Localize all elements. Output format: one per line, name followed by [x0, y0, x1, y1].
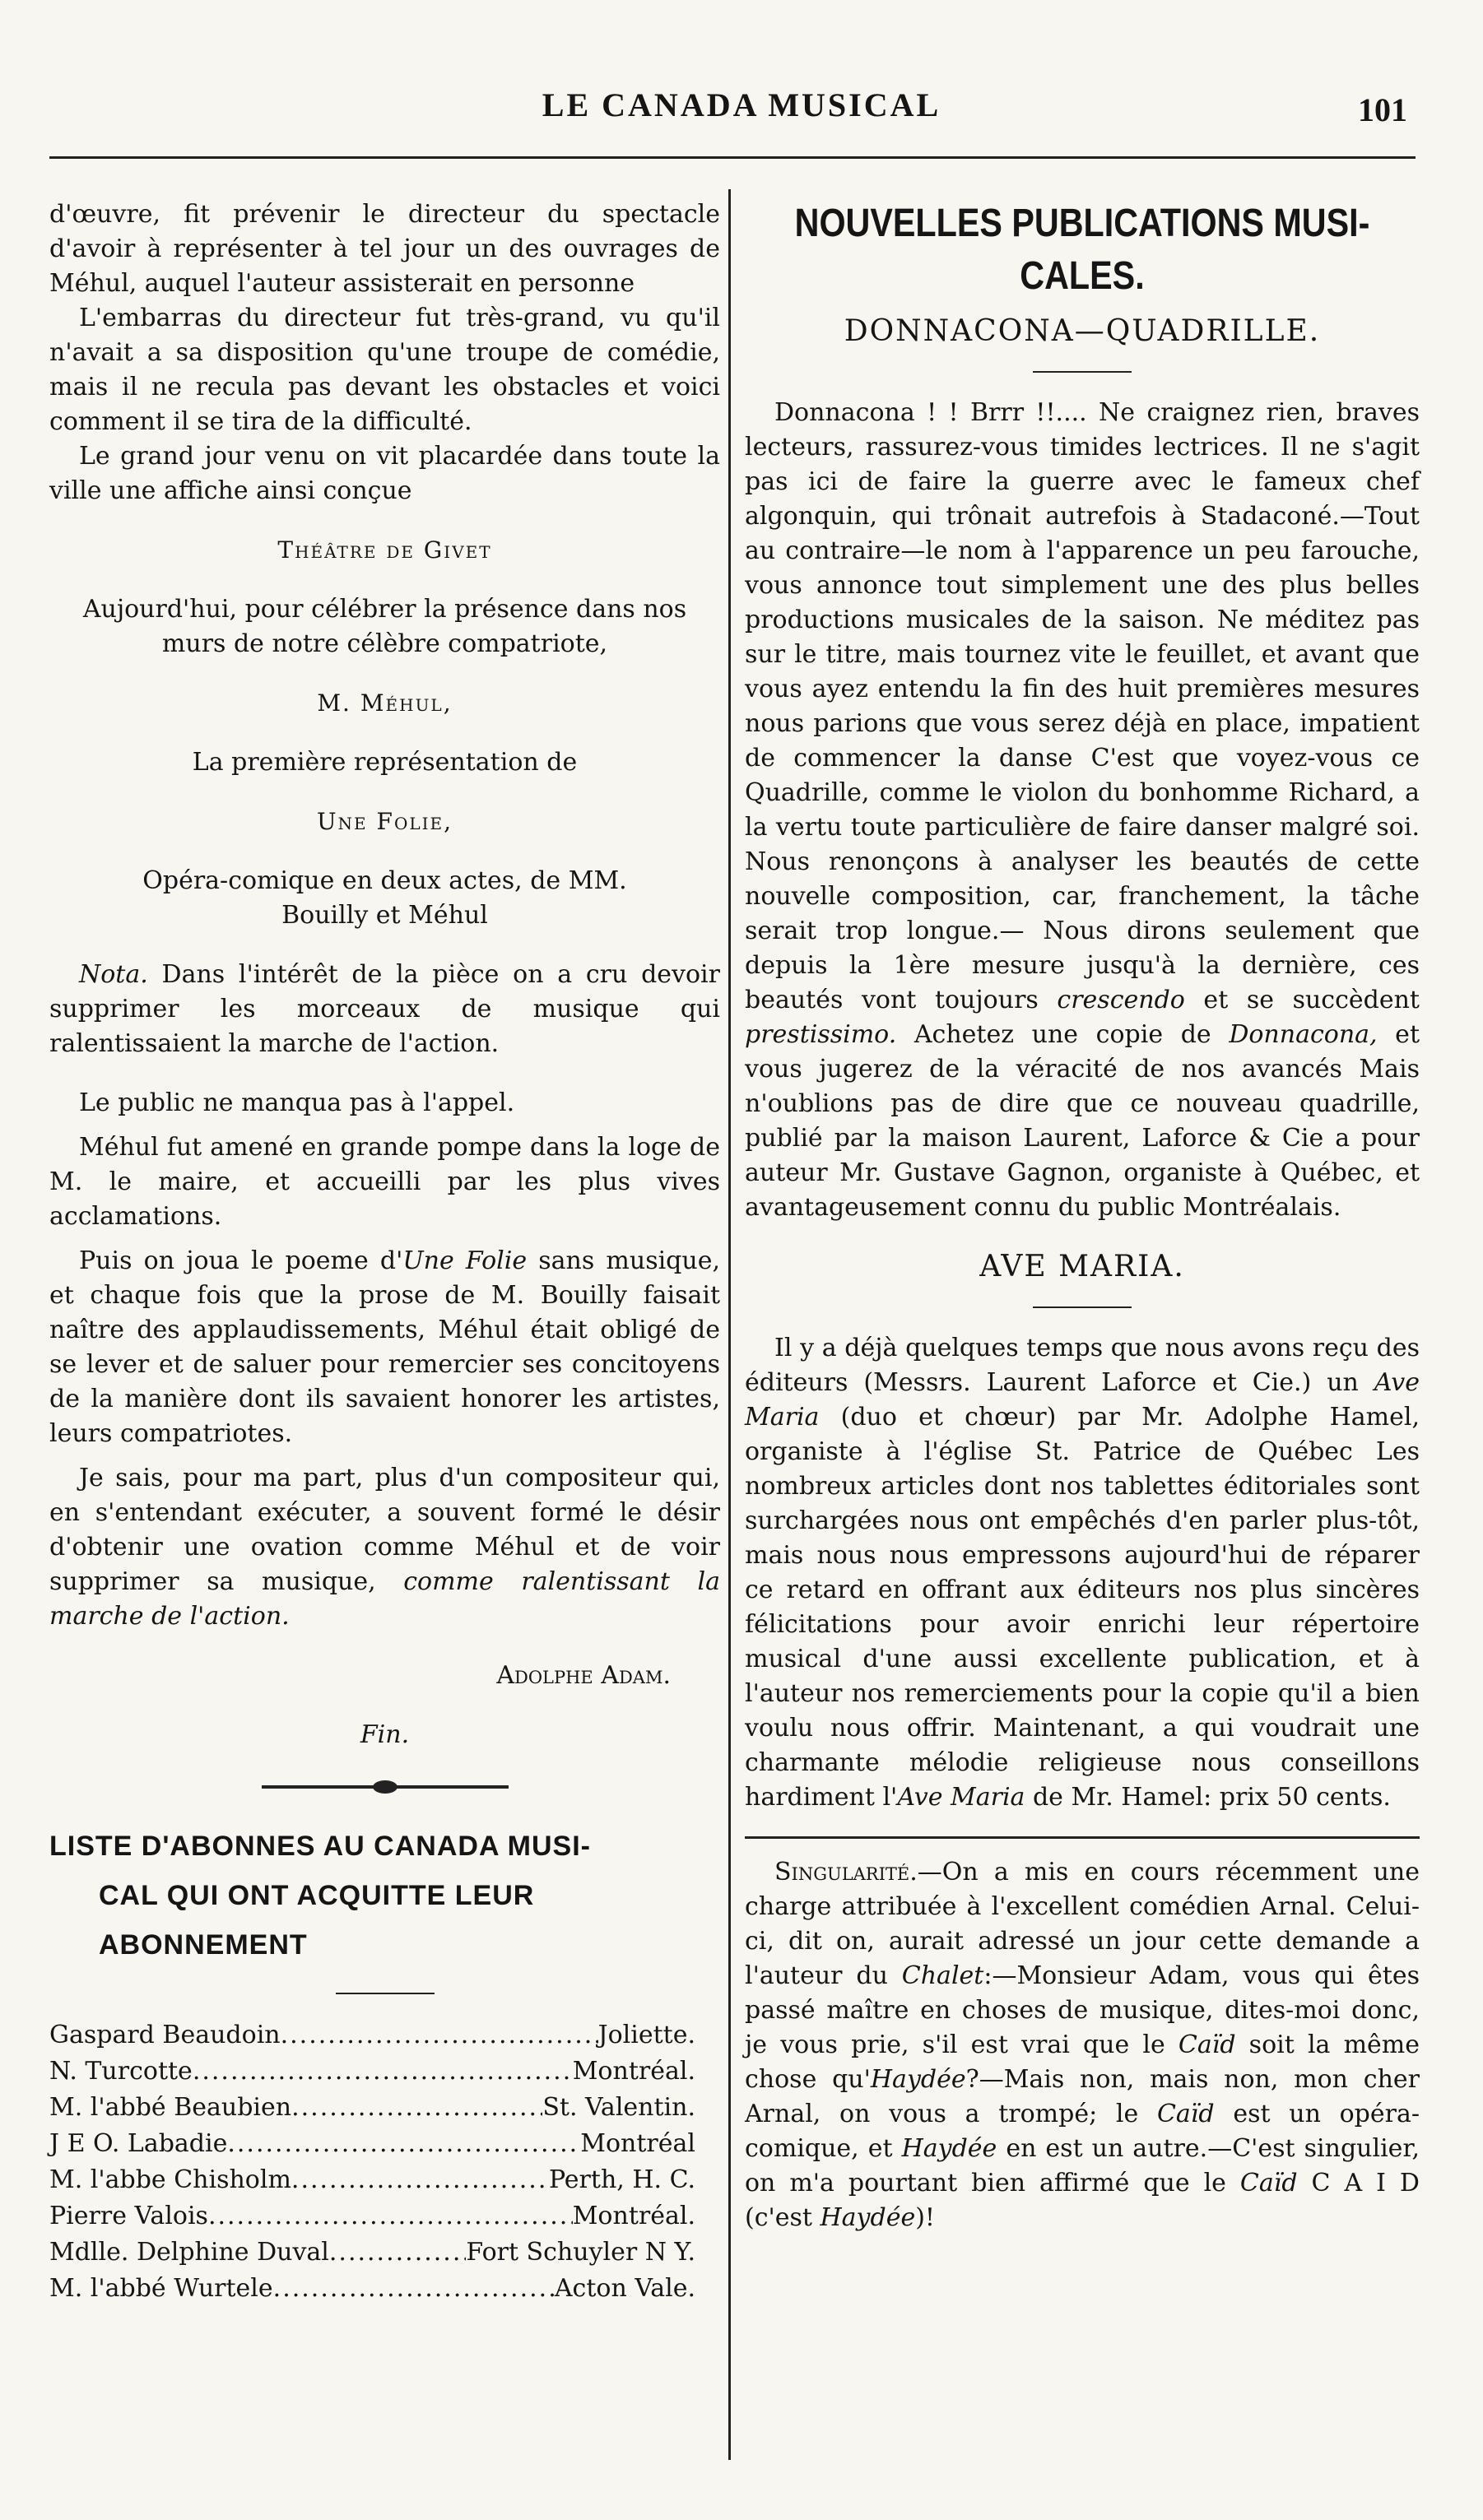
- leader-dots: [281, 2017, 598, 2054]
- divider: [336, 1993, 435, 1994]
- list-item: [49, 2126, 695, 2162]
- text-run: Il y a déjà quelques temps que nous avons reçu des éditeurs (Messrs. Laurent Laforce et Cie.) un: [745, 1334, 1420, 1397]
- paragraph: [49, 1461, 720, 1634]
- text-run: et vous jugerez de la véracité de nos avancés Mais n'oublions pas de dire que ce nouveau quadrille, publié par la maison Laurent, Laforce & Cie a pour auteur Mr. Gustave Gagnon, organiste à Québec, et avantageusement connu du public Montréalais.: [745, 1020, 1420, 1222]
- divider: [1033, 371, 1132, 373]
- subscriber-name: J E O. Labadie: [49, 2129, 228, 2158]
- subscribers-heading: [49, 1822, 720, 1970]
- text-run: Ave Maria: [745, 1368, 1420, 1432]
- subscriber-place: Montréal: [580, 2129, 695, 2158]
- left-column: [49, 197, 720, 2307]
- paragraph: L'embarras du directeur fut très-grand, vu qu'il n'avait a sa disposition qu'une troupe de comédie, mais il ne recula pas devant les obstacles et voici comment il se tira de la difficulté.: [49, 304, 720, 436]
- text-run: Caïd: [1156, 2100, 1215, 2128]
- text-run: Je sais, pour ma part, plus d'un compositeur qui, en s'entendant exécuter, a souvent formé le désir d'obtenir une ovation comme Méhul et de voir supprimer sa musique,: [49, 1464, 720, 1596]
- text-run: Haydée: [901, 2134, 997, 2163]
- article-body: [745, 396, 1420, 1225]
- text-run: sans musique, et chaque fois que la prose de M. Bouilly faisait naître des applaudissements, Méhul était obligé de se lever et de saluer pour remercier ses concitoyens de la manière dont ils savaient honorer les artistes, leurs compatriotes.: [49, 1246, 720, 1448]
- heading-line: LISTE D'ABONNES AU CANADA MUSI-: [49, 1831, 592, 1862]
- page-header: [0, 0, 1483, 173]
- list-item: [49, 2162, 695, 2198]
- subscriber-place: St. Valentin.: [542, 2093, 695, 2122]
- text-run: crescendo: [1057, 986, 1185, 1014]
- list-item: [49, 2198, 695, 2235]
- subscriber-place: Montréal.: [572, 2202, 695, 2230]
- poster-line: La première représentation de: [192, 748, 578, 777]
- subscriber-name: M. l'abbe Chisholm: [49, 2165, 291, 2194]
- subscriber-name: Pierre Valois: [49, 2202, 208, 2230]
- paragraph: Méhul fut amené en grande pompe dans la loge de M. le maire, et accueilli par les plus vives acclamations.: [49, 1133, 720, 1231]
- paragraph: d'œuvre, fit prévenir le directeur du spectacle d'avoir à représenter à tel jour un des ouvrages de Méhul, auquel l'auteur assisterait en personne: [49, 200, 720, 298]
- text-run: est un opéra-comique, et: [745, 2100, 1420, 2163]
- list-item: [49, 2235, 695, 2271]
- subscriber-place: Fort Schuyler N Y.: [466, 2238, 695, 2267]
- leader-dots: [208, 2198, 573, 2235]
- text-run: Puis on joua le poeme d': [79, 1246, 403, 1275]
- fin: Fin.: [360, 1720, 410, 1749]
- paragraph: Le public ne manqua pas à l'appel.: [79, 1088, 515, 1117]
- text-run: ?—Mais non, mais non, mon cher Arnal, on vous a trompé; le: [745, 2065, 1420, 2128]
- text-run: (duo et chœur) par Mr. Adolphe Hamel, organiste à l'église St. Patrice de Québec Les nombreux articles dont nos tablettes éditoriales sont surchargées nous ont empêchés d'en parler plus-tôt, mais nous nous empressons aujourd'hui de réparer ce retard en offrant aux éditeurs nos plus sincères félicitations pour avoir enrichi leur répertoire musical d'une aussi excellente publication, et à l'auteur nos remerciements pour la copie qu'il a bien voulu nous offrir. Maintenant, a qui voudrait une charmante mélodie religieuse nous conseillons hardiment l': [745, 1403, 1420, 1812]
- nota-label: Nota.: [79, 960, 148, 989]
- subscriber-name: Gaspard Beaudoin: [49, 2021, 281, 2049]
- text-run: Caïd: [1178, 2030, 1236, 2059]
- text-run: prestissimo.: [745, 1020, 897, 1049]
- text-run: Singularité.: [774, 1858, 918, 1887]
- subscriber-place: Acton Vale.: [554, 2274, 695, 2303]
- subscriber-name: N. Turcotte: [49, 2057, 193, 2086]
- right-column: [745, 197, 1420, 2235]
- subscriber-name: M. l'abbé Beaubien: [49, 2093, 292, 2122]
- poster-play-title: Une Folie,: [316, 808, 453, 835]
- nota-paragraph: [49, 958, 720, 1061]
- masthead: LE CANADA MUSICAL: [542, 86, 941, 123]
- column-divider: [728, 189, 731, 2460]
- subscriber-name: Mdlle. Delphine Duval: [49, 2238, 329, 2267]
- text-run: Donnacona ! ! Brrr !!.... Ne craignez rien, braves lecteurs, rassurez-vous timides lectrices. Il ne s'agit pas ici de faire la guerre avec le fameux chef algonquin, qui trônait autrefois à Stadaconé.—Tout au contraire—le nom à l'apparence un peu farouche, vous annonce tout simplement une des plus belles productions musicales de la saison. Ne méditez pas sur le titre, mais tournez vite le feuillet, et avant que vous ayez entendu la fin des huit premières mesures nous parions que vous serez déjà en place, impatient de commencer la danse C'est que voyez-vous ce Quadrille, comme le violon du bonhomme Richard, a la vertu toute particulière de faire danser malgré soi. Nous renonçons à analyser les beautés de cette nouvelle composition, car, franchement, la tâche serait trop longue.— Nous dirons seulement que depuis la 1ère mesure jusqu'à la dernière, ces beautés vont toujours: [745, 398, 1420, 1014]
- text-run: Chalet: [901, 1961, 984, 1990]
- poster-name: M. Méhul,: [317, 689, 453, 717]
- signature: Adolphe Adam.: [496, 1661, 671, 1690]
- text-run: soit la même chose qu': [745, 2030, 1420, 2094]
- leader-dots: [291, 2162, 549, 2198]
- list-item: [49, 2271, 695, 2307]
- paragraph: [49, 1244, 720, 1451]
- leader-dots: [291, 2090, 542, 2126]
- text-run: en est un autre.—C'est singulier, on m'a pourtant bien affirmé que le: [745, 2134, 1420, 2197]
- subscriber-name: M. l'abbé Wurtele: [49, 2274, 273, 2303]
- article-title: DONNACONA—QUADRILLE.: [844, 314, 1321, 348]
- text-run: Haydée: [820, 2203, 916, 2232]
- article-body: [745, 1331, 1420, 1815]
- poster-title: Théâtre de Givet: [277, 536, 492, 564]
- text-run: Haydée: [870, 2065, 966, 2094]
- article-body: [745, 1855, 1420, 2235]
- paragraph: Le grand jour venu on vit placardée dans toute la ville une affiche ainsi conçue: [49, 442, 720, 505]
- nota-text: Dans l'intérêt de la pièce on a cru devoir supprimer les morceaux de musique qui ralentissaient la marche de l'action.: [49, 960, 720, 1058]
- article-title: AVE MARIA.: [979, 1250, 1185, 1283]
- subscriber-place: Perth, H. C.: [548, 2165, 695, 2194]
- section-ornament: [262, 1785, 509, 1789]
- heading-line: ABONNEMENT: [99, 1929, 308, 1961]
- subscriber-list: [49, 2017, 720, 2307]
- leader-dots: [227, 2126, 580, 2162]
- leader-dots: [273, 2271, 555, 2307]
- heading-line: CALES.: [1020, 254, 1145, 298]
- header-rule: [49, 156, 1416, 159]
- heading-line: CAL QUI ONT ACQUITTE LEUR: [99, 1880, 535, 1911]
- list-item: [49, 2090, 695, 2126]
- poster-line: Aujourd'hui, pour célébrer la présence dans nos murs de notre célèbre compatriote,: [82, 595, 687, 658]
- text-run: de Mr. Hamel: prix 50 cents.: [1025, 1783, 1391, 1812]
- list-item: [49, 2054, 695, 2090]
- page-number: 101: [1358, 91, 1407, 128]
- text-run: :—Monsieur Adam, vous qui êtes passé maître en choses de musique, dites-moi donc, je vous prie, s'il est vrai que le: [745, 1961, 1420, 2059]
- section-rule: [745, 1836, 1420, 1839]
- subscriber-place: Joliette.: [597, 2021, 695, 2049]
- text-run: Achetez une copie de: [896, 1020, 1230, 1049]
- text-run: )!: [915, 2203, 935, 2232]
- section-heading: [792, 197, 1372, 303]
- leader-dots: [329, 2235, 467, 2271]
- poster-line: Opéra-comique en deux actes, de MM. Bouilly et Méhul: [142, 866, 627, 930]
- text-run: comme ralentissant la marche de l'action.: [49, 1567, 720, 1631]
- text-run: C A I D (c'est: [745, 2169, 1420, 2232]
- text-run: Donnacona,: [1229, 1020, 1378, 1049]
- text-run: Une Folie: [402, 1246, 528, 1275]
- text-run: —On a mis en cours récemment une charge attribuée à l'excellent comédien Arnal. Celui-ci, dit on, aurait adressé un jour cette demande a l'auteur du: [745, 1858, 1420, 1990]
- list-item: [49, 2017, 695, 2054]
- divider: [1033, 1306, 1132, 1308]
- subscriber-place: Montréal.: [572, 2057, 695, 2086]
- text-run: Ave Maria: [897, 1783, 1025, 1812]
- heading-line: NOUVELLES PUBLICATIONS MUSI-: [794, 202, 1370, 245]
- text-run: Caïd: [1239, 2169, 1298, 2197]
- text-run: et se succèdent: [1184, 986, 1420, 1014]
- leader-dots: [193, 2054, 573, 2090]
